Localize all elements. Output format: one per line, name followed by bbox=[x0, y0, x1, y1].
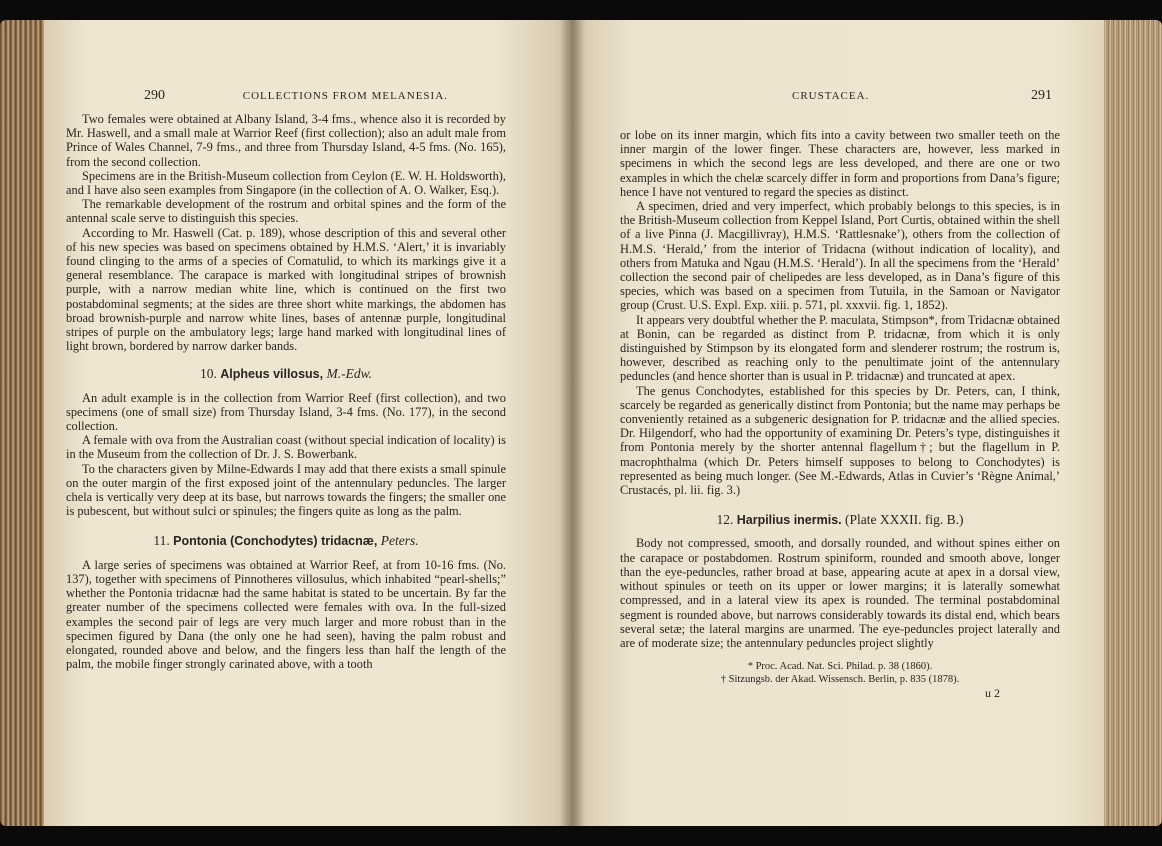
plate-reference: (Plate XXXII. fig. B.) bbox=[845, 512, 964, 528]
footnote: † Sitzungsb. der Akad. Wissensch. Berlin, p. 835 (1878). bbox=[720, 674, 960, 686]
paragraph: A female with ova from the Australian coast (without special indication of locality) is in the Museum from the collection of Dr. J. S. Bowerbank. bbox=[66, 433, 506, 462]
book-gutter bbox=[560, 20, 584, 826]
paragraph: The genus Conchodytes, established for this species by Dr. Peters, can, I think, scarcely be regarded as generically distinct from Pontonia; but the name may perhaps be conveniently retained as a subgeneric designation for P. tridacnæ and the allied species. Dr. Hilgendorf, who had the opportunity of examining Dr. Peters’s type, distinguishes it from Pontonia merely by the shorter antennal flagellum†; but the flagellum in P. macrophthalma (which Dr. Peters himself supposes to belong to Conchodytes) is represented as being much longer. (See M.-Edwards, Atlas in Cuvier’s ‘Règne Animal,’ Crustacés, pl. lii. fig. 3.) bbox=[620, 383, 1060, 498]
right-page-number: 291 bbox=[1031, 88, 1052, 103]
section-heading-11: 11. Pontonia (Conchodytes) tridacnæ, Peters. bbox=[153, 533, 419, 549]
paragraph: According to Mr. Haswell (Cat. p. 189), whose description of this and several other of his new species was based on specimens obtained by H.M.S. ‘Alert,’ it is invariably found clinging to the arms of a species of Comatulid, to which its markings give it a general resemblance. The carapace is marked with longitudinal stripes of brownish purple, with a narrow median white line, which is continued on the first two postabdominal segments; at the sides are three short white markings, the abdomen has broad brownish-purple and narrow white lines, bases of antennæ purple, longitudinal stripes of purple on the ambulatory legs; large hand marked with longitudinal lines of light brown, bordered by narrow darker bands. bbox=[66, 225, 506, 354]
section-heading-10: 10. Alpheus villosus, M.-Edw. bbox=[200, 366, 372, 382]
paragraph: It appears very doubtful whether the P. maculata, Stimpson*, from Tridacnæ obtained at Bonin, can be regarded as distinct from P. tridacnæ, from which it is only distinguished by Stimpson by its elongated form and slenderer rostrum; the rostrum is, however, described as reaching only to the penultimate joint of the antennulary peduncles (and hence shorter than is usual in P. tridacnæ) and truncated at apex. bbox=[620, 312, 1060, 384]
right-page-text bbox=[620, 128, 1060, 700]
paragraph: Two females were obtained at Albany Island, 3-4 fms., whence also it is recorded by Mr. Haswell, and a small male at Warrior Reef (first collection); also an adult male from Prince of Wales Channel, 7-9 fms., and three from Thursday Island, 4-5 fms. (No. 165), from the second collection. bbox=[66, 112, 506, 169]
species-name: Pontonia (Conchodytes) tridacnæ, bbox=[173, 534, 378, 549]
left-page-text bbox=[66, 112, 506, 671]
paragraph: The remarkable development of the rostrum and orbital spines and the form of the antennal scale serve to distinguish this species. bbox=[66, 197, 506, 226]
section-heading-12: 12. Harpilius inermis. (Plate XXXII. fig. B.) bbox=[716, 512, 964, 528]
species-author: M.-Edw. bbox=[326, 366, 372, 382]
paragraph: Specimens are in the British-Museum collection from Ceylon (E. W. H. Holdsworth), and I have also seen examples from Singapore (in the collection of A. O. Walker, Esq.). bbox=[66, 168, 506, 198]
paragraph: A specimen, dried and very imperfect, which probably belongs to this species, is in the British-Museum collection from Keppel Island, Port Curtis, obtained within the shell of a live Pinna (J. Macgillivray), H.M.S. ‘Rattlesnake’), others from the collection of H.M.S. ‘Herald,’ from the interior of Tridacna (without indication of locality), and others from Matuka and Ngau (H.M.S. ‘Herald’). In all the specimens from the ‘Herald’ collection the second pair of chelipedes are less developed, as in Dana’s figure of this species, which was based on a specimen from Tutuila, in the Samoan or Navigator group (Crust. U.S. Expl. Exp. xiii. p. 571, pl. xxxvii. fig. 1, 1852). bbox=[620, 199, 1060, 313]
footnotes bbox=[620, 660, 1060, 686]
paragraph: To the characters given by Milne-Edwards I may add that there exists a small spinule on the outer margin of the first exposed joint of the antennulary peduncles. The larger chela is vertically very deep at its base, but narrows towards the fingers; the smaller one is pubescent, but without sulci or spinules; the fingers quite as long as the palm. bbox=[66, 461, 506, 519]
left-page-number: 290 bbox=[144, 88, 165, 103]
paragraph: A large series of specimens was obtained at Warrior Reef, at from 10-16 fms. (No. 137), together with specimens of Pinnotheres villosulus, which inhabited “pearl-shells;” whether the Pontonia tridacnæ had the same habitat is stated to be uncertain. By far the greater number of the specimens collected were females with ova. In the full-sized examples the second pair of legs are very much larger and more robust than in the specimen figured by Dana (the only one he had seen), having the palm robust and elongated, rounded above and below, and the fingers less than half the length of the palm, the mobile finger strongly carinated above, with a tooth bbox=[66, 557, 506, 672]
signature-mark: u 2 bbox=[985, 686, 1000, 701]
paragraph: Body not compressed, smooth, and dorsally rounded, and without spines either on the carapace or postabdomen. Rostrum spiniform, rounded and smooth above, longer than the eye-peduncles, rather broad at base, appearing acute at apex in a dorsal view, without spinules or teeth on its upper or lower margins; it is laterally somewhat compressed, and in a lateral view its apex is rounded. The terminal postabdominal segment is rounded above, but narrows considerably towards its distal end, which bears several setæ; the lateral margins are unarmed. The eye-peduncles project laterally and are of moderate size; the antennulary peduncles project slightly bbox=[620, 536, 1060, 650]
paragraph: or lobe on its inner margin, which fits into a cavity between two smaller teeth on the inner margin of the lower finger. These characters are, however, less marked in specimens in which the second legs are less developed, and there are one or two examples in which the chelæ scarcely differ in form and proportions from Dana’s figure; hence I have not ventured to regard the species as distinct. bbox=[620, 128, 1060, 199]
species-author: Peters. bbox=[380, 533, 419, 549]
right-page bbox=[572, 20, 1104, 826]
species-name: Harpilius inermis. bbox=[736, 513, 842, 528]
right-running-title: CRUSTACEA. bbox=[792, 90, 870, 102]
left-running-title: COLLECTIONS FROM MELANESIA. bbox=[242, 90, 448, 102]
footnote: * Proc. Acad. Nat. Sci. Philad. p. 38 (1860). bbox=[747, 661, 933, 673]
species-name: Alpheus villosus, bbox=[220, 367, 324, 382]
paragraph: An adult example is in the collection from Warrior Reef (first collection), and two specimens (one of small size) from Thursday Island, 3-4 fms. (No. 177), in the second collection. bbox=[66, 390, 506, 434]
left-running-head bbox=[144, 88, 544, 104]
left-page bbox=[44, 20, 572, 826]
